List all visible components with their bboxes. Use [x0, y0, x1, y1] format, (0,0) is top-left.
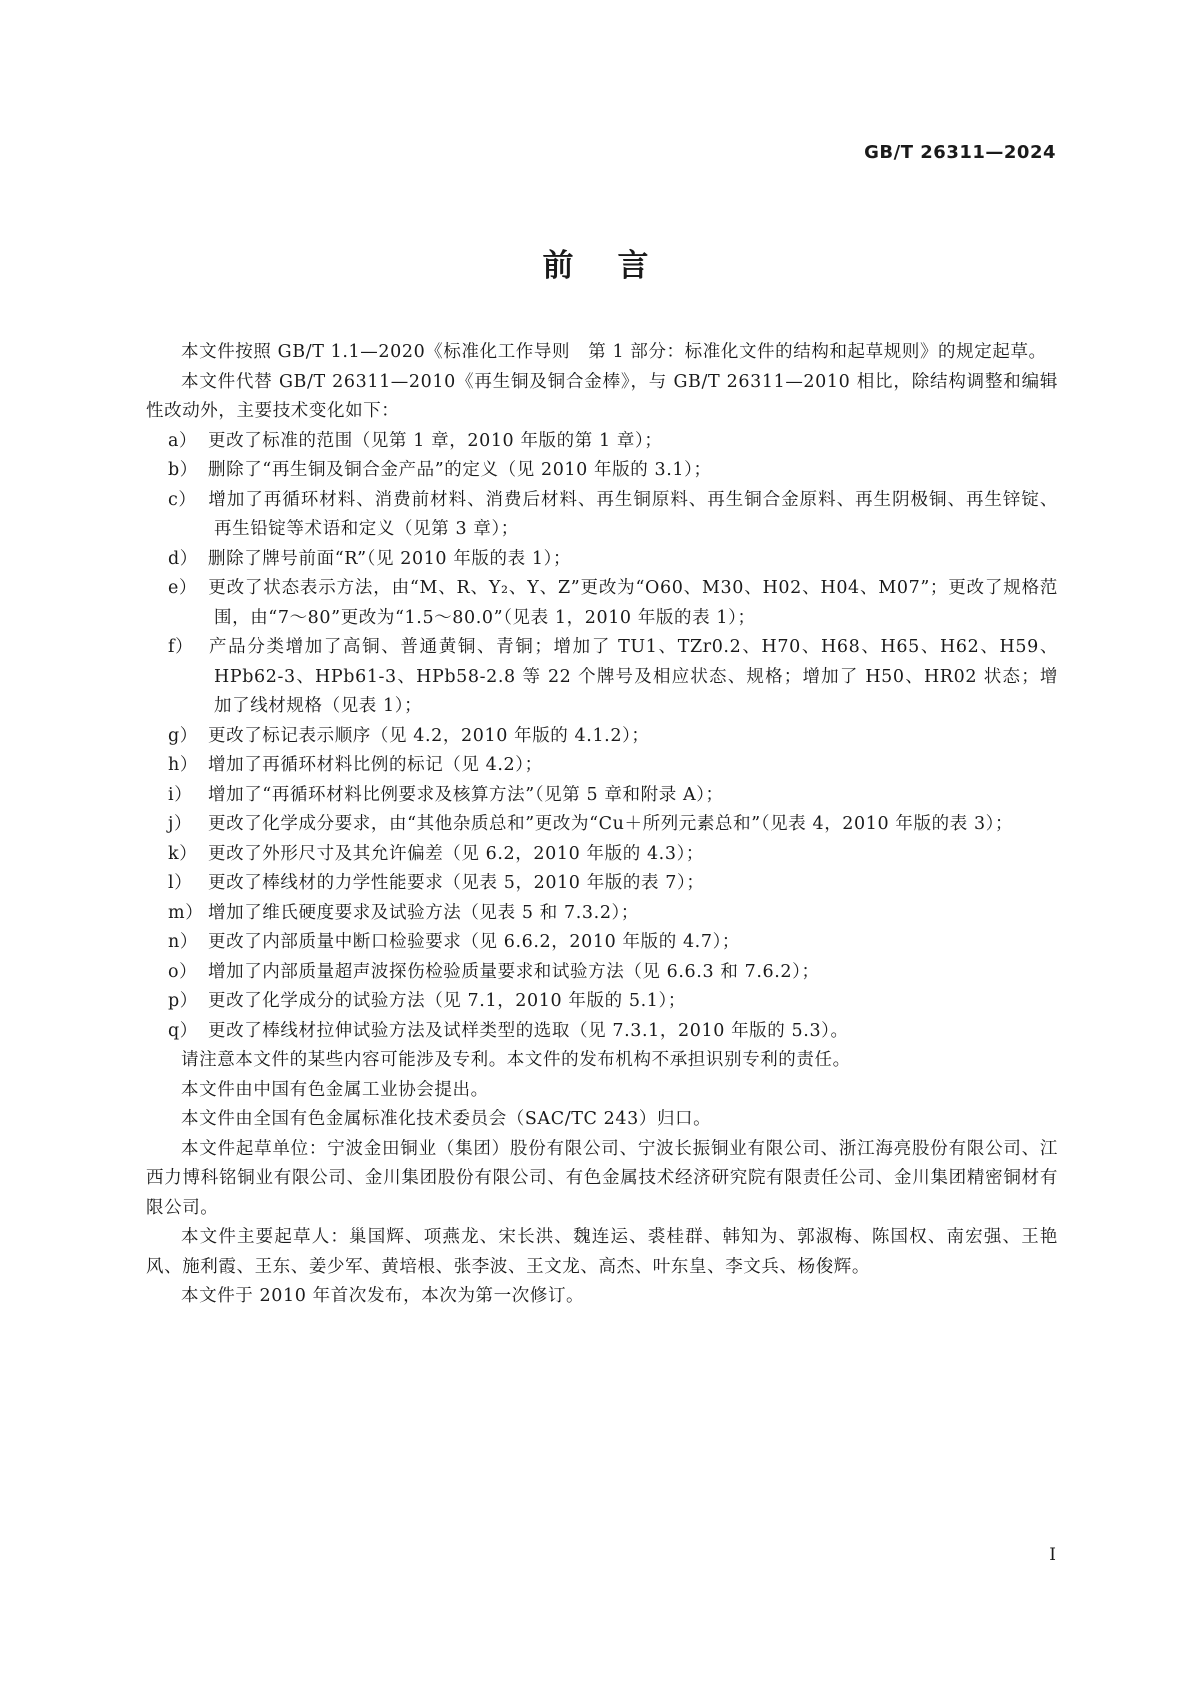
- list-item: [146, 1017, 1058, 1047]
- list-item: [146, 958, 1058, 988]
- list-item-label: i）: [168, 784, 193, 805]
- list-item: [146, 928, 1058, 958]
- list-item-label: f）: [168, 637, 194, 657]
- list-item-text: 增加了再循环材料比例的标记（见 4.2）；: [208, 755, 543, 775]
- list-item: [146, 545, 1058, 575]
- list-item-label: b）: [168, 460, 198, 480]
- list-item: [146, 781, 1058, 811]
- list-item-text: 更改了外形尺寸及其允许偏差（见 6.2，2010 年版的 4.3）；: [208, 843, 705, 864]
- list-item: [146, 486, 1058, 545]
- page-number: I: [1049, 1545, 1056, 1565]
- standard-number: GB/T 26311—2024: [864, 142, 1056, 163]
- changes-list: [146, 427, 1058, 1047]
- list-item: [146, 987, 1058, 1017]
- list-item-label: c）: [168, 489, 197, 510]
- list-item-label: a）: [168, 430, 198, 451]
- list-item-text: 产品分类增加了高铜、普通黄铜、青铜；增加了 TU1、TZr0.2、H70、H68、H65、H62、H59、HPb62-3、HPb61-3、HPb58-2.8 等 22 个牌号及相应状态、规格；增加了 H50、HR02 状态；增加了线材规格（见表 1）；: [208, 637, 1058, 716]
- list-item-text: 更改了化学成分的试验方法（见 7.1，2010 年版的 5.1）；: [208, 991, 686, 1011]
- paragraph-technical-committee: 本文件由全国有色金属标准化技术委员会（SAC/TC 243）归口。: [181, 1109, 712, 1129]
- paragraph-proposed-by: 本文件由中国有色金属工业协会提出。: [181, 1079, 489, 1100]
- list-item-text: 增加了“再循环材料比例要求及核算方法”（见第 5 章和附录 A）；: [208, 784, 724, 805]
- list-item: [146, 751, 1058, 781]
- list-item-label: m）: [168, 902, 204, 923]
- paragraph-drafting-organizations: 本文件起草单位：宁波金田铜业（集团）股份有限公司、宁波长振铜业有限公司、浙江海亮股份有限公司、江西力博科铭铜业有限公司、金川集团股份有限公司、有色金属技术经济研究院有限责任公司、金川集团精密铜材有限公司。: [146, 1138, 1058, 1218]
- list-item-label: n）: [168, 932, 198, 952]
- list-item-text: 更改了棒线材拉伸试验方法及试样类型的选取（见 7.3.1，2010 年版的 5.3）。: [208, 1020, 849, 1041]
- list-item-text: 更改了标记表示顺序（见 4.2，2010 年版的 4.1.2）；: [208, 725, 650, 746]
- paragraph-drafting-rules: 本文件按照 GB/T 1.1—2020《标准化工作导则 第 1 部分：标准化文件的结构和起草规则》的规定起草。: [181, 342, 1047, 362]
- page-title: 前言: [542, 248, 693, 284]
- list-item-label: l）: [168, 873, 193, 893]
- list-item-label: k）: [168, 843, 198, 864]
- list-item-label: j）: [168, 814, 193, 834]
- list-item: [146, 633, 1058, 722]
- paragraph-drafters: 本文件主要起草人：巢国辉、项燕龙、宋长洪、魏连运、裘桂群、韩知为、郭淑梅、陈国权、南宏强、王艳风、施利霞、王东、姜少军、黄培根、张李波、王文龙、高杰、叶东皇、李文兵、杨俊辉。: [146, 1227, 1058, 1277]
- list-item-text: 更改了内部质量中断口检验要求（见 6.6.2，2010 年版的 4.7）；: [208, 932, 741, 952]
- list-item: [146, 456, 1058, 486]
- list-item-label: q）: [168, 1020, 198, 1041]
- list-item-text: 删除了“再生铜及铜合金产品”的定义（见 2010 年版的 3.1）；: [208, 460, 712, 480]
- list-item: [146, 869, 1058, 899]
- list-item: [146, 810, 1058, 840]
- list-item-label: d）: [168, 548, 198, 569]
- list-item-text: 更改了状态表示方法，由“M、R、Y₂、Y、Z”更改为“O60、M30、H02、H04、M07”；更改了规格范围，由“7～80”更改为“1.5～80.0”（见表 1，2010 年版的表 1）；: [208, 578, 1058, 628]
- foreword-body: [146, 338, 1058, 1312]
- list-item-label: o）: [168, 961, 198, 982]
- list-item: [146, 722, 1058, 752]
- list-item: [146, 574, 1058, 633]
- list-item-label: h）: [168, 755, 198, 775]
- list-item: [146, 899, 1058, 929]
- list-item-text: 增加了维氏硬度要求及试验方法（见表 5 和 7.3.2）；: [208, 902, 639, 923]
- list-item-label: p）: [168, 991, 198, 1011]
- paragraph-patent-notice: 请注意本文件的某些内容可能涉及专利。本文件的发布机构不承担识别专利的责任。: [181, 1050, 851, 1070]
- list-item: [146, 840, 1058, 870]
- list-item-label: g）: [168, 725, 198, 746]
- list-item: [146, 427, 1058, 457]
- list-item-text: 增加了再循环材料、消费前材料、消费后材料、再生铜原料、再生铜合金原料、再生阴极铜、再生锌锭、再生铅锭等术语和定义（见第 3 章）；: [208, 489, 1058, 539]
- list-item-text: 增加了内部质量超声波探伤检验质量要求和试验方法（见 6.6.3 和 7.6.2）；: [208, 961, 820, 982]
- paragraph-publication-history: 本文件于 2010 年首次发布，本次为第一次修订。: [181, 1286, 585, 1306]
- list-item-label: e）: [168, 578, 198, 598]
- list-item-text: 更改了标准的范围（见第 1 章，2010 年版的第 1 章）；: [208, 430, 663, 451]
- list-item-text: 删除了牌号前面“R”（见 2010 年版的表 1）；: [208, 548, 572, 569]
- list-item-text: 更改了棒线材的力学性能要求（见表 5，2010 年版的表 7）；: [208, 873, 705, 893]
- list-item-text: 更改了化学成分要求，由“其他杂质总和”更改为“Cu＋所列元素总和”（见表 4，2010 年版的表 3）；: [208, 814, 1014, 834]
- paragraph-replaces: 本文件代替 GB/T 26311—2010《再生铜及铜合金棒》，与 GB/T 26311—2010 相比，除结构调整和编辑性改动外，主要技术变化如下：: [146, 371, 1058, 421]
